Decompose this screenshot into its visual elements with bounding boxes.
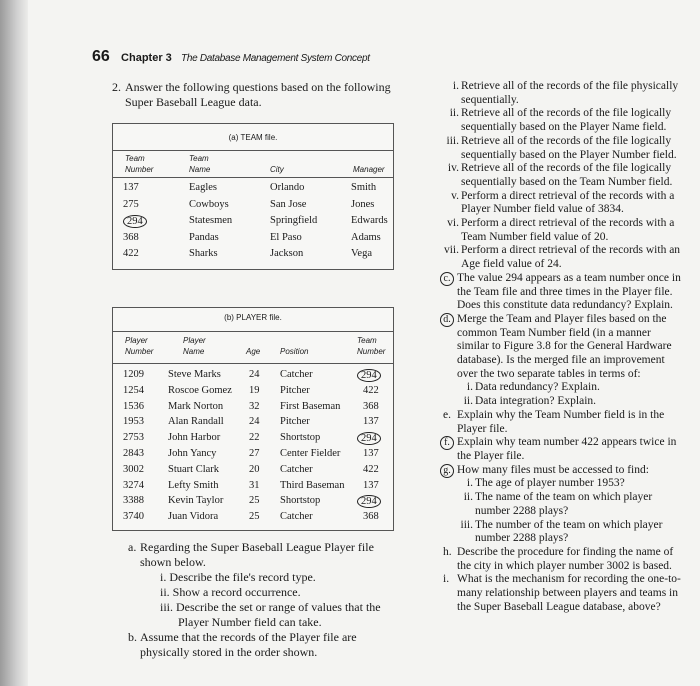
position-cell: First Baseman	[280, 400, 341, 412]
divider	[113, 331, 393, 332]
manager-cell: Smith	[351, 182, 377, 193]
team-name-cell: Statesmen	[189, 215, 233, 226]
player-number-cell: 1254	[123, 384, 144, 396]
player-number-cell: 1953	[123, 416, 144, 428]
part-i-text: What is the mechanism for recording the one-to-many relationship between players and teams in the Super Baseball League database, above?	[457, 573, 681, 613]
col-header-position: Position	[280, 347, 309, 356]
player-name-cell: John Harbor	[168, 432, 221, 444]
sub-item	[160, 585, 400, 600]
divider	[113, 150, 393, 151]
position-cell: Pitcher	[280, 416, 310, 428]
page-header	[92, 48, 370, 66]
sub-item	[457, 491, 681, 518]
part-g-items	[443, 477, 681, 546]
age-cell: 22	[249, 432, 260, 444]
sub-item-text: The number of the team on which player number 2288 plays?	[475, 518, 663, 545]
sub-item-label: i.	[466, 381, 473, 394]
part-h	[443, 546, 681, 573]
part-f	[443, 436, 681, 463]
divider	[113, 177, 393, 178]
age-cell: 25	[249, 511, 260, 523]
sub-item	[457, 395, 681, 409]
chapter-label: Chapter 3	[121, 52, 172, 64]
item-label: a.	[128, 540, 137, 554]
item-label: c.	[440, 272, 454, 286]
team-table	[112, 123, 394, 270]
sub-item-label: vi.	[447, 217, 459, 230]
part-e	[443, 409, 681, 436]
sub-item	[443, 244, 681, 271]
left-questions	[128, 540, 400, 660]
age-cell: 19	[249, 384, 260, 396]
player-number-cell: 2843	[123, 448, 144, 459]
manager-cell: Vega	[351, 248, 372, 259]
position-cell: Center Fielder	[280, 448, 341, 459]
sub-item-label: ii.	[463, 395, 473, 408]
age-cell: 24	[249, 369, 260, 380]
sub-item-text: Data redundancy? Explain.	[475, 381, 600, 394]
page-number: 66	[92, 48, 110, 65]
player-name-cell: Alan Randall	[168, 416, 224, 428]
team-number-cell: 368	[363, 511, 379, 523]
sub-item-label: ii.	[463, 491, 473, 504]
player-name-cell: Lefty Smith	[168, 479, 219, 491]
col-header-manager: Manager	[353, 165, 385, 174]
team-number-cell: 422	[363, 463, 379, 475]
team-number-cell: 294	[357, 495, 381, 508]
position-cell: Shortstop	[280, 432, 321, 444]
col-header-player-name: Player Name	[183, 336, 206, 356]
col-header-age: Age	[246, 347, 261, 356]
team-table-caption: (a) TEAM file.	[228, 133, 278, 142]
player-number-cell: 3274	[123, 479, 144, 491]
sub-item-label: i.	[160, 570, 167, 584]
manager-cell: Jones	[351, 198, 375, 210]
part-h-text: Describe the procedure for finding the name of the city in which player number 3002 is based.	[457, 545, 674, 572]
item-label: d.	[440, 313, 454, 327]
position-cell: Shortstop	[280, 495, 321, 507]
sub-item-text: Show a record occurrence.	[172, 585, 301, 599]
city-cell: Orlando	[270, 182, 305, 193]
item-label: i.	[443, 573, 450, 586]
city-cell: Jackson	[270, 248, 304, 259]
manager-cell: Adams	[351, 231, 381, 243]
item-label: b.	[128, 630, 137, 644]
sub-item-label: ii.	[160, 585, 170, 599]
player-number-cell: 1536	[123, 400, 144, 412]
team-number-cell: 422	[363, 384, 379, 396]
sub-item-label: ii.	[449, 107, 459, 120]
part-e-text: Explain why the Team Number field is in the Player file.	[457, 408, 665, 435]
city-cell: El Paso	[270, 231, 302, 243]
question-2-intro	[112, 80, 415, 110]
sub-item	[443, 107, 681, 134]
team-number-cell: 294	[357, 432, 381, 445]
sub-item-text: Perform a direct retrieval of the records with an Age field value of 24.	[461, 244, 681, 271]
part-f-text: Explain why team number 422 appears twice in the Player file.	[457, 436, 677, 462]
team-number-cell: 137	[363, 416, 379, 428]
col-header-city: City	[270, 165, 284, 174]
part-d-items	[443, 381, 681, 408]
team-number-cell: 294	[357, 369, 381, 382]
part-b	[128, 630, 400, 660]
player-table	[112, 307, 394, 531]
item-label: f.	[440, 436, 454, 450]
position-cell: Third Baseman	[280, 479, 345, 491]
player-number-cell: 3740	[123, 511, 144, 523]
age-cell: 32	[249, 400, 260, 412]
team-number-cell: 368	[363, 400, 379, 412]
sub-item	[443, 80, 681, 107]
item-label: e.	[443, 408, 451, 421]
part-b-text: Assume that the records of the Player file are physically stored in the order shown.	[140, 630, 357, 659]
sub-item	[457, 381, 681, 395]
sub-item	[457, 519, 681, 546]
part-a	[128, 540, 400, 570]
sub-item-text: Retrieve all of the records of the file logically sequentially based on the Team Number field.	[461, 162, 673, 188]
sub-item-text: The age of player number 1953?	[475, 477, 625, 490]
part-i	[443, 573, 681, 614]
age-cell: 27	[249, 448, 260, 459]
player-name-cell: Juan Vidora	[168, 511, 219, 523]
question-text: Answer the following questions based on the following Super Baseball League data.	[125, 80, 391, 109]
age-cell: 24	[249, 416, 260, 428]
sub-item	[160, 570, 400, 585]
player-name-cell: Steve Marks	[168, 369, 221, 380]
sub-item-label: iv.	[447, 162, 459, 175]
player-number-cell: 3002	[123, 463, 144, 475]
sub-item-label: iii.	[460, 518, 473, 531]
player-name-cell: John Yancy	[168, 448, 217, 459]
manager-cell: Edwards	[351, 215, 388, 226]
team-number-cell: 422	[123, 248, 139, 259]
age-cell: 31	[249, 479, 260, 491]
sub-item-label: v.	[451, 189, 459, 202]
sub-item-text: The name of the team on which player number 2288 plays?	[475, 491, 653, 517]
team-number-cell: 137	[363, 448, 379, 459]
team-number-cell: 275	[123, 198, 139, 210]
position-cell: Pitcher	[280, 384, 310, 396]
part-d	[443, 313, 681, 382]
sub-item-label: iii.	[446, 134, 459, 147]
part-c	[443, 272, 681, 313]
part-b-items	[443, 80, 681, 272]
player-name-cell: Roscoe Gomez	[168, 384, 232, 396]
sub-item-text: Retrieve all of the records of the file logically sequentially based on the Player Number field.	[461, 134, 677, 161]
sub-item-text: Perform a direct retrieval of the records with a Player Number field value of 3834.	[461, 189, 675, 216]
player-number-cell: 3388	[123, 495, 144, 507]
col-header-team-number: Team Number	[357, 336, 386, 356]
sub-item-label: iii.	[160, 600, 174, 614]
item-label: g.	[440, 464, 454, 478]
part-a-text: Regarding the Super Baseball League Player file shown below.	[140, 540, 374, 569]
team-name-cell: Sharks	[189, 248, 218, 259]
col-header-team-name: Team Name	[189, 154, 211, 174]
team-number-cell: 137	[363, 479, 379, 491]
sub-item-text: Describe the file's record type.	[169, 570, 316, 584]
book-spine-shadow	[0, 0, 28, 686]
sub-item	[457, 477, 681, 491]
sub-item-text: Retrieve all of the records of the file physically sequentially.	[461, 80, 679, 106]
position-cell: Catcher	[280, 511, 313, 523]
team-name-cell: Cowboys	[189, 198, 229, 210]
team-number-cell: 137	[123, 182, 139, 193]
team-number-cell: 294	[123, 215, 147, 228]
position-cell: Catcher	[280, 463, 313, 475]
team-number-cell: 368	[123, 231, 139, 243]
player-number-cell: 1209	[123, 369, 144, 380]
sub-item-text: Describe the set or range of values that the Player Number field can take.	[176, 600, 381, 629]
divider	[113, 363, 393, 364]
col-header-team-number: Team Number	[125, 154, 154, 174]
sub-item-label: i.	[466, 477, 473, 490]
sub-item	[443, 217, 681, 244]
sub-item-text: Retrieve all of the records of the file logically sequentially based on the Player Name field.	[461, 107, 672, 134]
sub-item	[443, 135, 681, 162]
player-table-caption: (b) PLAYER file.	[224, 313, 282, 322]
team-name-cell: Eagles	[189, 182, 217, 193]
part-a-items	[140, 570, 400, 630]
part-g	[443, 464, 681, 478]
sub-item-text: Data integration? Explain.	[475, 395, 597, 408]
sub-item-text: Perform a direct retrieval of the records with a Team Number field value of 20.	[461, 217, 675, 243]
player-name-cell: Stuart Clark	[168, 463, 220, 475]
sub-item-label: i.	[452, 80, 459, 92]
player-number-cell: 2753	[123, 432, 144, 444]
sub-item	[443, 190, 681, 217]
position-cell: Catcher	[280, 369, 313, 380]
item-label: h.	[443, 545, 452, 558]
team-name-cell: Pandas	[189, 231, 219, 243]
sub-item	[160, 600, 400, 630]
sub-item	[443, 162, 681, 189]
part-g-text: How many files must be accessed to find:	[457, 463, 649, 476]
city-cell: Springfield	[270, 215, 318, 226]
player-name-cell: Kevin Taylor	[168, 495, 224, 507]
age-cell: 25	[249, 495, 260, 507]
city-cell: San Jose	[270, 198, 307, 210]
part-c-text: The value 294 appears as a team number once in the Team file and three times in the Player file. Does this constitute data redundancy? Explain.	[457, 271, 681, 312]
chapter-title: The Database Management System Concept	[181, 53, 370, 64]
right-column	[443, 80, 681, 614]
question-number: 2.	[112, 80, 121, 94]
sub-item-label: vii.	[443, 244, 459, 257]
age-cell: 20	[249, 463, 260, 475]
col-header-player-number: Player Number	[125, 336, 154, 356]
part-d-text: Merge the Team and Player files based on the common Team Number field (in a manner similar to Figure 3.8 for the General Hardware database). Is the merged file an improvement over the two separate tables in terms of:	[457, 312, 672, 380]
player-name-cell: Mark Norton	[168, 400, 224, 412]
